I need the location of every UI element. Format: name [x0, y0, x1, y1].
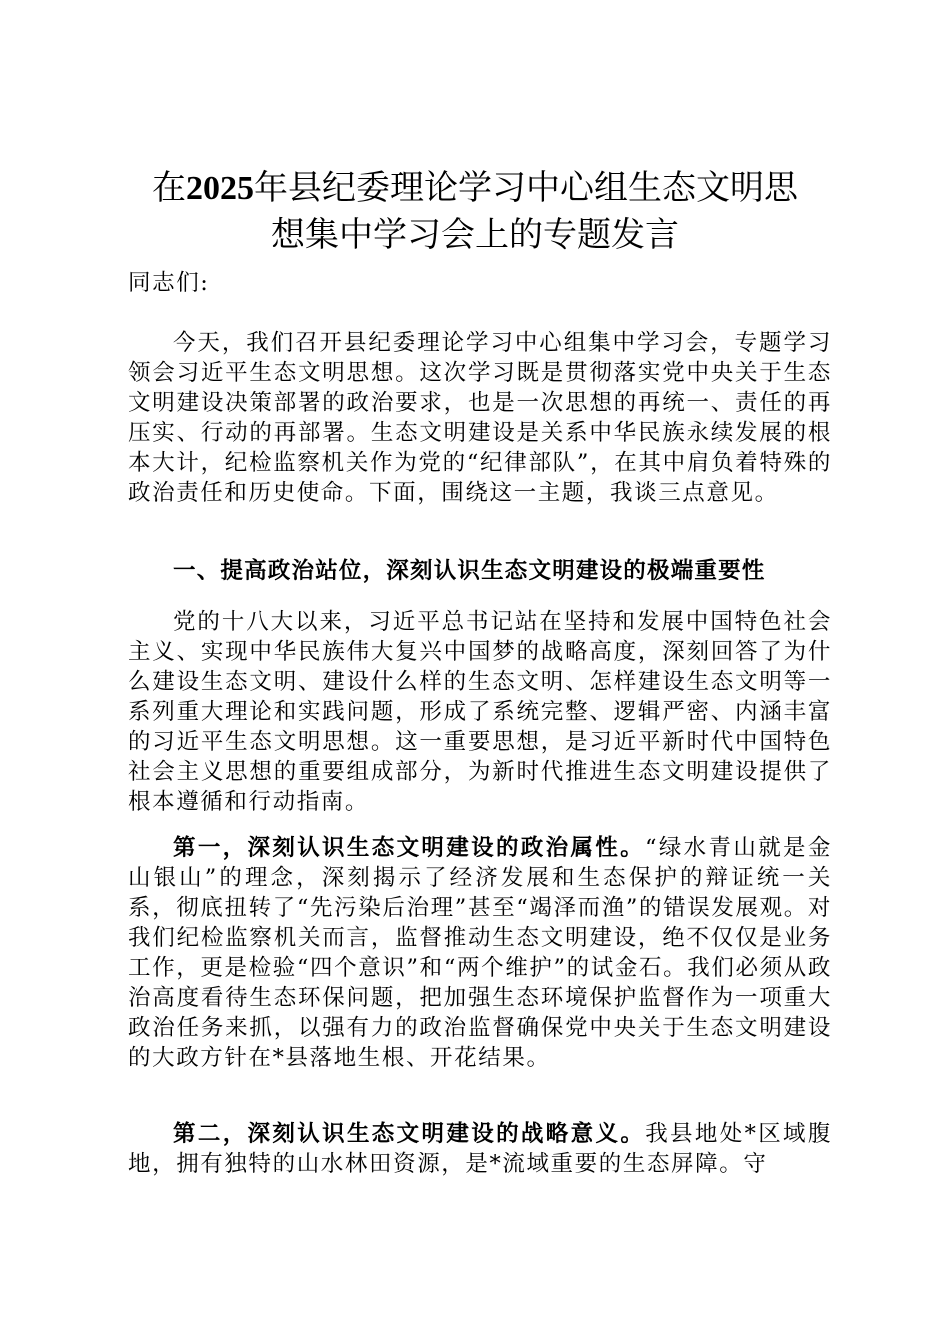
point2-body: 我县地处*区域腹地，拥有独特的山水林田资源，是*流域重要的生态屏障。守 — [128, 1121, 832, 1177]
point1-paragraph — [128, 833, 832, 1073]
title-line2: 想集中学习会上的专题发言 — [271, 215, 679, 255]
document-title — [110, 165, 840, 259]
section1-paragraph: 党的十八大以来，习近平总书记站在坚持和发展中国特色社会主义、实现中华民族伟大复兴中国梦的战略高度，深刻回答了为什么建设生态文明、建设什么样的生态文明、怎样建设生态文明等一系列重大理论和实践问题，形成了系统完整、逻辑严密、内涵丰富的习近平生态文明思想。这一重要思想，是习近平新时代中国特色社会主义思想的重要组成部分，为新时代推进生态文明建设提供了根本遵循和行动指南。 — [128, 609, 832, 815]
title-prefix: 在 — [152, 168, 186, 208]
intro-paragraph: 今天，我们召开县纪委理论学习中心组集中学习会，专题学习领会习近平生态文明思想。这次学习既是贯彻落实党中央关于生态文明建设决策部署的政治要求，也是一次思想的再统一、责任的再压实、行动的再部署。生态文明建设是关系中华民族永续发展的根本大计，纪检监察机关作为党的“纪律部队”，在其中肩负着特殊的政治责任和历史使命。下面，围绕这一主题，我谈三点意见。 — [128, 330, 832, 506]
point1-lead: 第一，深刻认识生态文明建设的政治属性。 — [173, 835, 645, 861]
section1-heading: 一、提高政治站位，深刻认识生态文明建设的极端重要性 — [173, 558, 766, 584]
point2-paragraph — [128, 1119, 832, 1179]
salutation: 同志们: — [128, 270, 210, 296]
title-line1-rest: 年县纪委理论学习中心组生态文明思 — [254, 168, 798, 208]
point2-lead: 第二，深刻认识生态文明建设的战略意义。 — [173, 1121, 646, 1147]
title-year: 2025 — [186, 170, 254, 207]
point1-body: “绿水青山就是金山银山”的理念，深刻揭示了经济发展和生态保护的辩证统一关系，彻底扭转了“先污染后治理”甚至“竭泽而渔”的错误发展观。对我们纪检监察机关而言，监督推动生态文明建设，绝不仅仅是业务工作，更是检验“四个意识”和“两个维护”的试金石。我们必须从政治高度看待生态环保问题，把加强生态环境保护监督作为一项重大政治任务来抓，以强有力的政治监督确保党中央关于生态文明建设的大政方针在*县落地生根、开花结果。 — [128, 835, 832, 1071]
